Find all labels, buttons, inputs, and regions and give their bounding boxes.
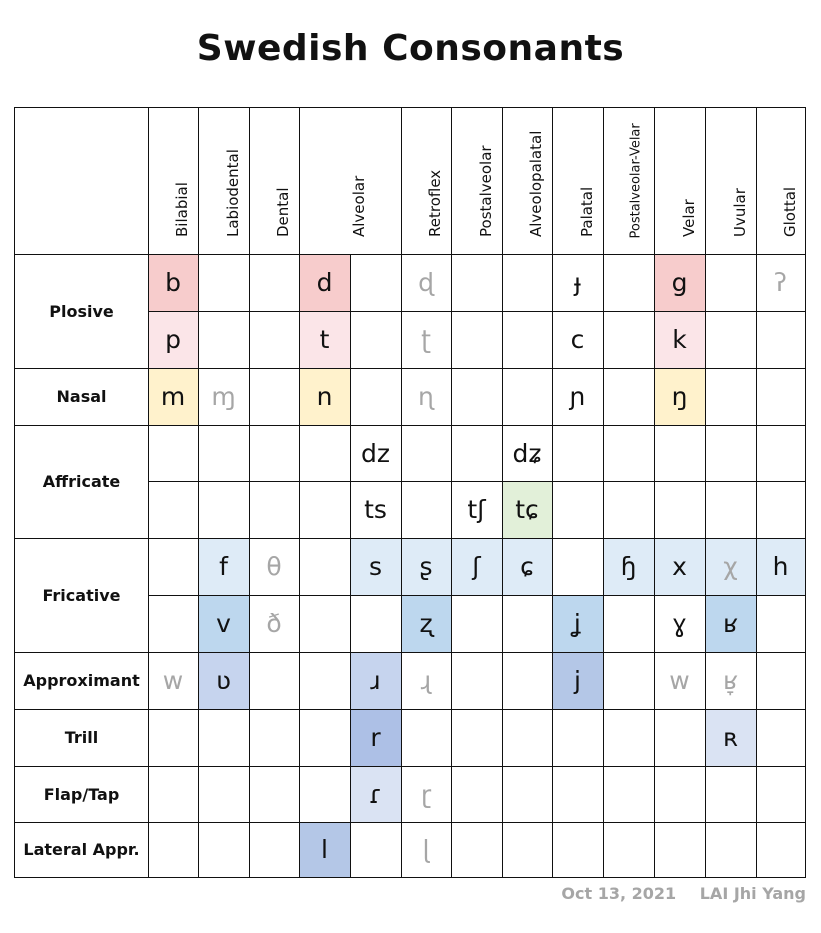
column-header: [249, 108, 299, 254]
phoneme-cell: l: [299, 822, 350, 877]
column-header: [705, 108, 756, 254]
phoneme-cell: ɕ: [502, 538, 552, 595]
phoneme-cell: j: [552, 652, 603, 709]
footer-author: LAI Jhi Yang: [699, 884, 806, 903]
phoneme-cell: ʂ: [401, 538, 451, 595]
phoneme-cell: n: [299, 368, 350, 425]
column-header-label: Postalveolar: [476, 145, 495, 237]
column-header-label: Uvular: [730, 188, 749, 237]
column-header-label: Postalveolar-Velar: [628, 123, 644, 239]
phoneme-cell: ð: [266, 609, 282, 638]
phoneme-cell: h: [756, 538, 805, 595]
grid-line-horizontal: [148, 311, 805, 312]
column-header: [148, 108, 198, 254]
phoneme-cell: dz: [361, 438, 390, 468]
phoneme-cell: ɳ: [417, 382, 435, 411]
phoneme-cell: ɟ: [574, 268, 581, 297]
phoneme-cell: ʈ: [421, 325, 431, 354]
phoneme-cell: ɖ: [418, 268, 434, 297]
column-header: [401, 108, 451, 254]
column-header: [654, 108, 705, 254]
phoneme-cell: c: [570, 325, 585, 354]
phoneme-cell: d: [299, 254, 350, 311]
row-header: Flap/Tap: [43, 784, 120, 804]
grid-line-vertical: [350, 254, 351, 877]
row-header: Plosive: [49, 301, 114, 321]
phoneme-cell: ɱ: [211, 382, 236, 411]
column-header: [603, 108, 654, 254]
phoneme-cell: ts: [364, 495, 387, 524]
phoneme-cell: ʝ: [552, 595, 603, 652]
phoneme-cell: ɧ: [603, 538, 654, 595]
phoneme-cell: χ: [705, 538, 756, 595]
phoneme-cell: dʑ: [512, 438, 542, 468]
grid-line-horizontal: [148, 595, 805, 596]
chart-title: Swedish Consonants: [196, 28, 625, 69]
column-header-label: Velar: [679, 199, 698, 237]
phoneme-cell: m: [148, 368, 198, 425]
phoneme-cell: ʋ: [198, 652, 249, 709]
phoneme-cell: θ: [266, 552, 282, 581]
phoneme-cell: w: [669, 666, 690, 695]
column-header-label: Alveolopalatal: [527, 130, 545, 237]
phoneme-cell: tɕ: [502, 481, 552, 538]
footer: [561, 884, 806, 903]
phoneme-cell: w: [162, 666, 184, 695]
column-header: [756, 108, 805, 254]
column-header: [552, 108, 603, 254]
phoneme-cell: tʃ: [467, 495, 486, 524]
column-header: [299, 108, 401, 254]
phoneme-cell: t: [299, 311, 350, 368]
column-header-label: Dental: [274, 187, 292, 237]
column-header-label: Alveolar: [350, 175, 368, 237]
phoneme-cell: ʐ: [401, 595, 451, 652]
phoneme-cell: k: [654, 311, 705, 368]
phoneme-cell: ŋ: [654, 368, 705, 425]
row-header: Approximant: [23, 671, 140, 690]
phoneme-cell: p: [148, 311, 198, 368]
column-header: [198, 108, 249, 254]
column-header-label: Labiodental: [223, 149, 242, 237]
row-header: Nasal: [56, 387, 107, 406]
phoneme-cell: ɣ: [672, 609, 687, 638]
row-header: Fricative: [42, 585, 121, 605]
phoneme-cell: ʃ: [451, 538, 502, 595]
phoneme-cell: v: [198, 595, 249, 652]
column-header-label: Retroflex: [426, 169, 444, 237]
phoneme-cell: ʁ̞: [722, 666, 739, 695]
phoneme-cell: f: [198, 538, 249, 595]
column-header: [502, 108, 552, 254]
phoneme-cell: ɻ: [420, 666, 432, 695]
row-header: Trill: [64, 728, 99, 747]
row-header: Lateral Appr.: [23, 840, 140, 859]
phoneme-cell: ɹ: [350, 652, 401, 709]
column-header-label: Palatal: [577, 186, 596, 237]
row-header: Affricate: [42, 472, 121, 491]
phoneme-cell: ɾ: [350, 766, 401, 822]
grid-line-horizontal: [148, 481, 805, 482]
phoneme-cell: x: [654, 538, 705, 595]
phoneme-cell: r: [350, 709, 401, 766]
phoneme-cell: ʔ: [774, 268, 787, 297]
phoneme-cell: ɭ: [422, 835, 430, 864]
column-header-label: Glottal: [780, 186, 799, 237]
phoneme-cell: ɽ: [420, 779, 432, 809]
phoneme-cell: b: [148, 254, 198, 311]
footer-date: Oct 13, 2021: [561, 884, 677, 903]
phoneme-cell: g: [654, 254, 705, 311]
phoneme-cell: s: [350, 538, 401, 595]
consonant-grid: [14, 107, 806, 878]
column-header: [451, 108, 502, 254]
column-header-label: Bilabial: [173, 182, 191, 237]
phoneme-cell: ʀ: [705, 709, 756, 766]
phoneme-cell: ɲ: [569, 382, 586, 411]
phoneme-cell: ʁ: [705, 595, 756, 652]
